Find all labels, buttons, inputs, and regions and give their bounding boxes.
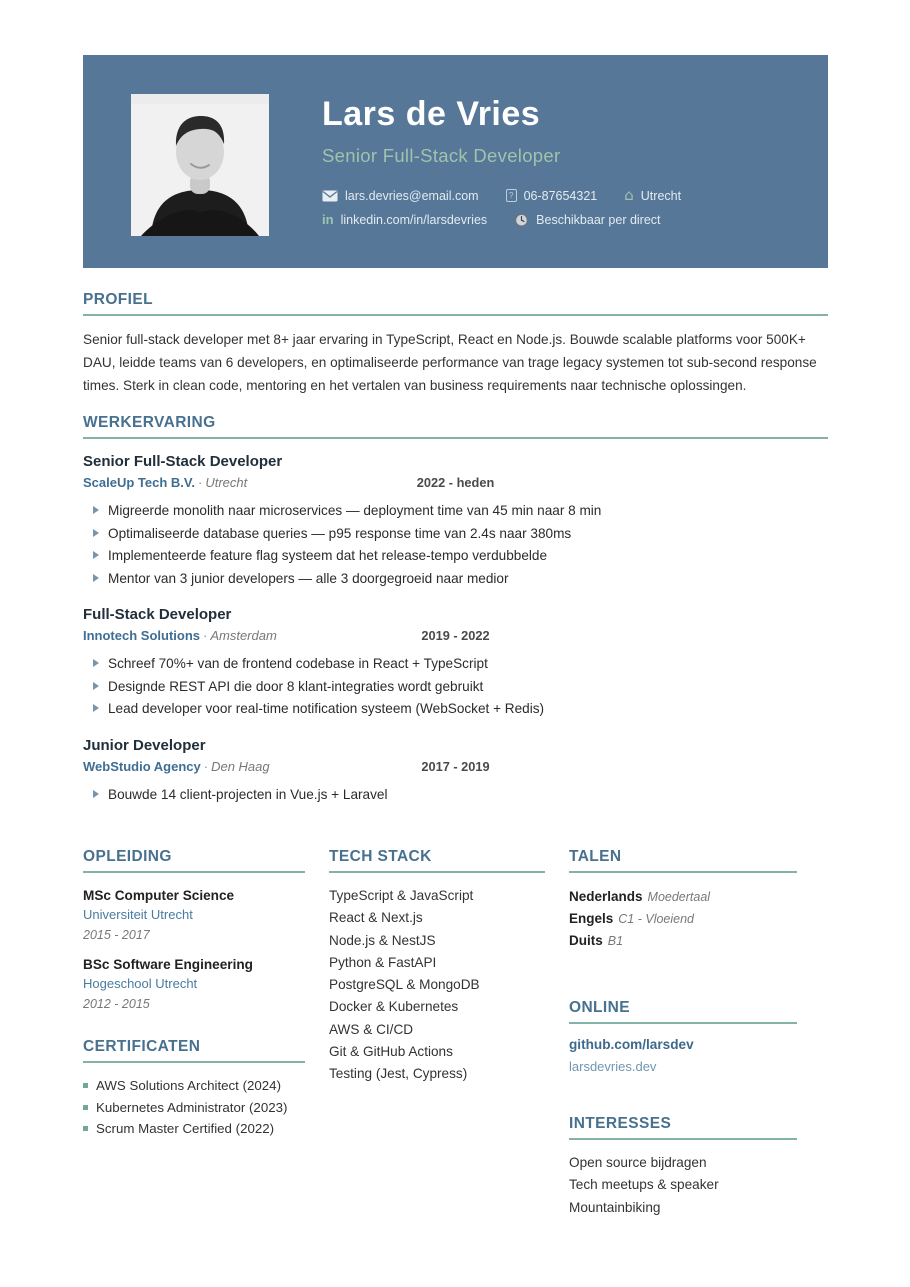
- interests-heading: INTERESSES: [569, 1115, 672, 1132]
- person-title: Senior Full-Stack Developer: [322, 145, 561, 167]
- bullet-text: Implementeerde feature flag systeem dat het release-tempo verdubbelde: [108, 548, 548, 563]
- bullet-text: Lead developer voor real-time notification systeem (WebSocket + Redis): [108, 701, 545, 716]
- tech-item: Git & GitHub Actions: [329, 1044, 453, 1060]
- bullet-triangle-icon: [93, 574, 99, 582]
- job-entry: [83, 606, 828, 721]
- certificate-item: [83, 1075, 305, 1097]
- section-divider: [329, 871, 545, 873]
- language-level: B1: [607, 934, 624, 948]
- job-period: 2019 - 2022: [421, 628, 490, 643]
- contact-row-2: [322, 212, 699, 227]
- contact-email[interactable]: [322, 189, 479, 203]
- meta-separator: ·: [203, 628, 208, 643]
- section-divider: [569, 1022, 797, 1024]
- language-item: [569, 886, 797, 908]
- degree: BSc Software Engineering: [83, 957, 253, 972]
- bullet-text: Migreerde monolith naar microservices — deployment time van 45 min naar 8 min: [108, 503, 602, 518]
- phone-icon: ?: [506, 189, 517, 202]
- job-bullet: [83, 568, 828, 591]
- job-company: ScaleUp Tech B.V.: [83, 475, 195, 490]
- job-bullet: [83, 784, 828, 807]
- section-divider: [569, 1138, 797, 1140]
- interests-list: [569, 1152, 797, 1219]
- tech-stack-list: [329, 885, 545, 1086]
- profile-heading: PROFIEL: [83, 291, 153, 308]
- section-profile: [83, 291, 828, 397]
- certificate-item: [83, 1097, 305, 1119]
- header-banner: [83, 55, 828, 268]
- section-divider: [83, 314, 828, 316]
- tech-item: AWS & CI/CD: [329, 1021, 414, 1037]
- education-entry: [83, 957, 305, 1011]
- school: Hogeschool Utrecht: [83, 976, 198, 991]
- location-text: Utrecht: [640, 188, 682, 203]
- section-online: [569, 999, 797, 1074]
- tech-item: Testing (Jest, Cypress): [329, 1066, 468, 1082]
- education-entry: [83, 888, 305, 942]
- certificates-list: [83, 1075, 305, 1140]
- language-item: [569, 930, 797, 952]
- language-name: Engels: [569, 911, 614, 926]
- mail-icon: [322, 190, 338, 202]
- profile-text: Senior full-stack developer met 8+ jaar ervaring in TypeScript, React en Node.js. Bouwde scalable platforms voor 500K+ DAU, leidde teams van 6 developers, en optimaliseerde performance van trage legacy systemen tot sub-second response times. Sterk in clean code, mentoring en het vertalen van business requirements naar technische oplossingen.: [83, 332, 817, 393]
- certificates-heading: CERTIFICATEN: [83, 1038, 201, 1055]
- square-bullet-icon: [83, 1083, 88, 1088]
- job-period: 2022 - heden: [416, 475, 495, 490]
- job-bullet: [83, 545, 828, 568]
- language-level: C1 - Vloeiend: [618, 912, 695, 926]
- job-company: WebStudio Agency: [83, 758, 201, 774]
- meta-separator: ·: [198, 475, 203, 490]
- linkedin-text: linkedin.com/in/larsdevries: [340, 212, 488, 227]
- job-title: Junior Developer: [83, 736, 206, 754]
- website-link[interactable]: larsdevries.dev: [569, 1059, 657, 1074]
- column-tech-stack: [329, 848, 545, 1219]
- bullet-text: Bouwde 14 client-projecten in Vue.js + Laravel: [108, 786, 388, 802]
- job-bullet: [83, 653, 828, 676]
- phone-text: 06-87654321: [523, 188, 598, 203]
- job-location: Amsterdam: [210, 628, 277, 643]
- contact-linkedin[interactable]: [322, 213, 487, 227]
- job-bullet: [83, 698, 828, 721]
- job-meta: [83, 475, 828, 492]
- job-meta: [83, 628, 828, 645]
- job-bullet-list: [83, 500, 828, 590]
- bullet-triangle-icon: [93, 551, 99, 559]
- section-interests: [569, 1115, 797, 1219]
- job-location: Den Haag: [211, 758, 270, 774]
- job-title: Full-Stack Developer: [83, 606, 232, 623]
- section-divider: [569, 871, 797, 873]
- education-heading: OPLEIDING: [83, 848, 172, 865]
- language-level: Moedertaal: [647, 890, 711, 904]
- job-period: 2017 - 2019: [421, 758, 490, 774]
- certificate-text: Kubernetes Administrator (2023): [96, 1099, 288, 1115]
- tech-item: React & Next.js: [329, 910, 423, 926]
- contact-availability: [514, 212, 660, 227]
- square-bullet-icon: [83, 1126, 88, 1131]
- bullet-triangle-icon: [93, 704, 99, 712]
- contact-phone: [506, 189, 598, 203]
- job-bullet: [83, 500, 828, 523]
- tech-item: Python & FastAPI: [329, 954, 437, 970]
- interest-item: Mountainbiking: [569, 1199, 661, 1215]
- bullet-text: Mentor van 3 junior developers — alle 3 doorgegroeid naar medior: [108, 570, 509, 586]
- job-entry: [83, 737, 828, 807]
- job-bullet-list: [83, 653, 828, 721]
- square-bullet-icon: [83, 1105, 88, 1110]
- tech-item: Docker & Kubernetes: [329, 999, 459, 1015]
- availability-text: Beschikbaar per direct: [536, 212, 661, 227]
- experience-heading: WERKERVARING: [83, 414, 216, 431]
- languages-heading: TALEN: [569, 848, 622, 865]
- contact-row-1: [322, 188, 699, 203]
- bullet-triangle-icon: [93, 790, 99, 798]
- tech-stack-heading: TECH STACK: [329, 848, 432, 865]
- job-bullet: [83, 523, 828, 546]
- column-languages-online: [569, 848, 797, 1219]
- school: Universiteit Utrecht: [83, 907, 193, 922]
- certificate-item: [83, 1118, 305, 1140]
- job-company: Innotech Solutions: [83, 628, 200, 643]
- language-item: [569, 908, 797, 930]
- certificate-text: AWS Solutions Architect (2024): [96, 1078, 282, 1093]
- job-entry: [83, 453, 828, 590]
- header-text-block: [269, 94, 699, 236]
- profile-photo: [131, 94, 269, 236]
- interest-item: Open source bijdragen: [569, 1155, 707, 1170]
- section-certificates: [83, 1038, 305, 1140]
- bullet-text: Designde REST API die door 8 klant-integraties wordt gebruikt: [108, 678, 484, 694]
- job-location: Utrecht: [205, 475, 248, 490]
- language-name: Nederlands: [569, 889, 643, 904]
- bullet-triangle-icon: [93, 529, 99, 537]
- bottom-columns: [83, 848, 828, 1219]
- clock-icon: [514, 212, 529, 227]
- meta-separator: ·: [203, 758, 209, 774]
- linkedin-icon: in: [322, 212, 334, 228]
- tech-item: Node.js & NestJS: [329, 932, 436, 948]
- section-divider: [83, 1061, 305, 1063]
- github-link[interactable]: github.com/larsdev: [569, 1037, 694, 1052]
- home-icon: ⌂: [624, 186, 634, 205]
- bullet-triangle-icon: [93, 659, 99, 667]
- degree: MSc Computer Science: [83, 888, 235, 903]
- tech-item: PostgreSQL & MongoDB: [329, 977, 480, 993]
- online-heading: ONLINE: [569, 999, 630, 1016]
- email-text: lars.devries@email.com: [345, 188, 479, 203]
- education-period: 2015 - 2017: [83, 928, 150, 942]
- bullet-triangle-icon: [93, 682, 99, 690]
- section-experience: [83, 414, 828, 806]
- languages-list: [569, 886, 797, 952]
- bullet-triangle-icon: [93, 506, 99, 514]
- certificate-text: Scrum Master Certified (2022): [96, 1121, 275, 1136]
- job-meta: [83, 759, 828, 776]
- language-name: Duits: [569, 933, 603, 948]
- interest-item: Tech meetups & speaker: [569, 1177, 719, 1193]
- bullet-text: Schreef 70%+ van de frontend codebase in React + TypeScript: [108, 656, 488, 671]
- bullet-text: Optimaliseerde database queries — p95 response time van 2.4s naar 380ms: [108, 525, 572, 541]
- job-bullet-list: [83, 784, 828, 807]
- section-divider: [83, 437, 828, 439]
- job-title: Senior Full-Stack Developer: [83, 453, 283, 470]
- contact-location: [624, 188, 681, 203]
- education-period: 2012 - 2015: [83, 997, 150, 1011]
- section-divider: [83, 871, 305, 873]
- person-name: Lars de Vries: [322, 95, 541, 133]
- profile-photo-placeholder: [131, 94, 269, 236]
- contact-block: [322, 188, 699, 227]
- tech-item: TypeScript & JavaScript: [329, 888, 474, 903]
- job-bullet: [83, 676, 828, 699]
- column-education: [83, 848, 305, 1219]
